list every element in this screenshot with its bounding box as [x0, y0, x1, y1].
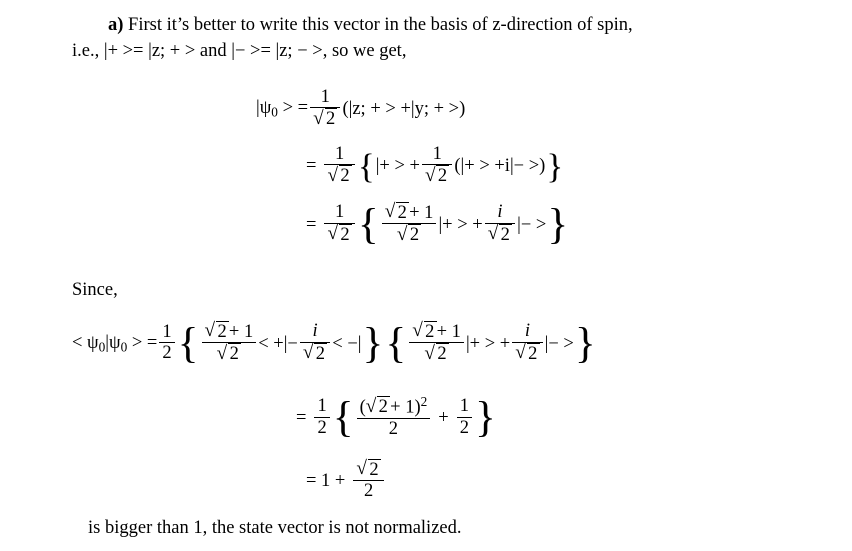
eq2-part2: (|+ > +i|− >) — [454, 156, 546, 177]
eq6-frac-num-sqrt: 2 — [368, 459, 381, 481]
equation-4 — [72, 318, 597, 367]
intro-math-1: |+ >= |z; + > — [103, 41, 196, 62]
eq4-b2-mid: < −| — [332, 333, 362, 354]
eq5-t1-num-rest: + 1) — [390, 397, 421, 418]
eq4-b1-mid: < +|− — [258, 333, 298, 354]
eq2-equals: = — [306, 156, 317, 177]
eq3-frac-num: 1 — [324, 202, 354, 224]
sqrt-icon — [385, 202, 409, 224]
eq4-c1-num-plus: + 1 — [436, 321, 461, 342]
eq4-b2-den-val: 2 — [314, 343, 327, 365]
equation-6 — [300, 460, 386, 503]
eq5-frac-num: 1 — [314, 396, 329, 418]
eq4-lhs-sub2: 0 — [120, 339, 128, 355]
eq1-lhs-sub: 0 — [271, 105, 278, 121]
eq1-frac-den — [310, 108, 340, 130]
eq3-f1-num — [382, 202, 437, 225]
equation-1 — [256, 88, 465, 131]
sqrt-icon — [397, 224, 421, 246]
eq4-b1-den — [202, 343, 257, 365]
eq3-open-brace: { — [357, 199, 379, 248]
eq4-c1-den — [409, 343, 464, 365]
sqrt-icon — [313, 108, 337, 130]
eq4-fraction-c1 — [409, 321, 464, 365]
eq3-f1-den-val: 2 — [408, 224, 421, 246]
eq2-frac-num: 1 — [324, 144, 354, 166]
sqrt-icon — [327, 224, 351, 246]
eq5-equals: = — [296, 408, 307, 429]
eq4-open-brace-2: { — [385, 318, 407, 367]
intro-paragraph — [72, 12, 812, 65]
eq2-open-brace: { — [357, 146, 375, 186]
eq3-fraction — [324, 202, 354, 245]
sqrt-icon — [488, 224, 512, 246]
eq3-mid1: |+ > + — [438, 214, 483, 235]
eq4-open-brace-1: { — [177, 318, 199, 367]
sqrt-icon — [366, 396, 390, 418]
eq1-lhs — [256, 98, 308, 121]
eq4-c1-den-val: 2 — [436, 343, 449, 365]
eq4-frac-num: 1 — [159, 322, 174, 344]
eq4-frac-den: 2 — [162, 343, 172, 364]
eq4-lhs-rest: > = — [127, 332, 158, 353]
eq3-fraction-1 — [382, 202, 437, 246]
sqrt-icon — [412, 321, 436, 343]
eq5-t2-den: 2 — [459, 417, 469, 438]
eq4-b1-num — [202, 321, 257, 344]
eq5-fraction-t1 — [357, 395, 431, 440]
eq5-t1-den: 2 — [388, 418, 399, 439]
eq1-frac-den-val: 2 — [325, 108, 338, 130]
eq3-f2-den-val: 2 — [499, 224, 512, 246]
part-label: a) — [108, 15, 124, 35]
eq4-b1-den-val: 2 — [228, 343, 241, 365]
eq5-t1-num-sup: 2 — [420, 393, 428, 409]
eq4-c1-mid: |+ > + — [465, 333, 511, 354]
intro-line-2-prefix: i.e., — [72, 41, 104, 62]
intro-line-2-end: , so we get, — [322, 41, 407, 62]
eq3-fraction-2 — [485, 202, 515, 245]
eq5-fraction-t2 — [457, 396, 472, 438]
sqrt-icon — [424, 343, 448, 365]
eq3-frac-den-val: 2 — [339, 224, 352, 246]
eq3-equals: = — [306, 214, 317, 235]
eq6-frac-den: 2 — [363, 481, 374, 502]
eq4-c2-den — [512, 343, 542, 365]
eq2-part1: |+ > + — [375, 156, 420, 177]
eq5-plus: + — [438, 408, 449, 429]
eq4-lhs-bra: < ψ — [72, 332, 99, 353]
eq2-close-brace: } — [546, 146, 564, 186]
eq1-fraction — [310, 87, 340, 130]
eq5-t1-num-sqrt: 2 — [377, 396, 390, 418]
intro-math-2: |− >= |z; − > — [231, 41, 323, 62]
eq4-lhs — [72, 333, 157, 356]
eq4-c2-mid: |− > — [544, 333, 574, 354]
eq1-lhs-psi: |ψ — [256, 98, 272, 119]
eq4-fraction — [159, 322, 174, 364]
eq4-close-brace-1: } — [362, 318, 384, 367]
eq4-c2-den-val: 2 — [527, 343, 540, 365]
eq2-inner-num: 1 — [422, 144, 452, 166]
eq2-frac-den-val: 2 — [339, 165, 352, 187]
eq4-b2-den — [300, 343, 330, 365]
eq3-mid2: |− > — [517, 214, 547, 235]
eq4-lhs-sub: 0 — [98, 339, 106, 355]
equation-3 — [300, 199, 569, 248]
eq5-close-brace: } — [474, 393, 496, 442]
sqrt-icon — [205, 321, 229, 343]
eq1-body: (|z; + > +|y; + >) — [342, 99, 466, 120]
closing-line: is bigger than 1, the state vector is not normalized. — [88, 518, 462, 538]
eq4-close-brace-2: } — [574, 318, 596, 367]
eq6-frac-num — [353, 459, 383, 482]
eq5-t1-num — [357, 395, 431, 419]
sqrt-icon — [425, 165, 449, 187]
eq6-lhs: = 1 + — [306, 471, 346, 492]
eq4-fraction-b1 — [202, 321, 257, 365]
eq5-fraction — [314, 396, 329, 438]
eq2-frac-den — [324, 165, 354, 187]
eq3-f1-den — [382, 224, 437, 246]
eq3-close-brace: } — [547, 199, 569, 248]
eq2-inner-den — [422, 165, 452, 187]
since-label: Since, — [72, 280, 118, 300]
eq4-c2-num: i — [512, 321, 542, 343]
eq3-f1-num-sqrt: 2 — [396, 202, 409, 224]
eq1-lhs-rest: > = — [277, 98, 309, 119]
eq4-b1-num-plus: + 1 — [228, 321, 254, 342]
sqrt-icon — [217, 343, 241, 365]
eq1-frac-num: 1 — [310, 87, 340, 109]
eq3-f2-num: i — [485, 202, 515, 224]
equation-5 — [290, 393, 497, 442]
eq5-t1-num-open: ( — [359, 397, 366, 418]
eq3-frac-den — [324, 224, 354, 246]
eq4-lhs-mid: |ψ — [105, 332, 121, 353]
eq6-fraction — [353, 459, 383, 502]
eq4-c1-num — [409, 321, 464, 344]
sqrt-icon — [515, 343, 539, 365]
eq2-inner-den-val: 2 — [436, 165, 449, 187]
eq2-fraction — [324, 144, 354, 187]
sqrt-icon — [303, 343, 327, 365]
eq4-b2-num: i — [300, 321, 330, 343]
eq5-t2-num: 1 — [457, 396, 472, 418]
eq4-fraction-c2 — [512, 321, 542, 364]
eq3-f2-den — [485, 224, 515, 246]
intro-line-1: First it’s better to write this vector in the basis of z-direction of spin, — [128, 15, 633, 35]
eq5-open-brace: { — [332, 393, 354, 442]
eq4-b1-num-sqrt: 2 — [216, 321, 229, 343]
intro-line-2-mid: and — [195, 41, 232, 62]
eq4-fraction-b2 — [300, 321, 330, 364]
equation-2 — [300, 145, 564, 188]
eq2-inner-fraction — [422, 144, 452, 187]
eq4-c1-num-sqrt: 2 — [424, 321, 437, 343]
eq5-frac-den: 2 — [317, 417, 327, 438]
sqrt-icon — [356, 459, 380, 481]
sqrt-icon — [327, 165, 351, 187]
eq3-f1-num-plus: + 1 — [409, 202, 434, 223]
